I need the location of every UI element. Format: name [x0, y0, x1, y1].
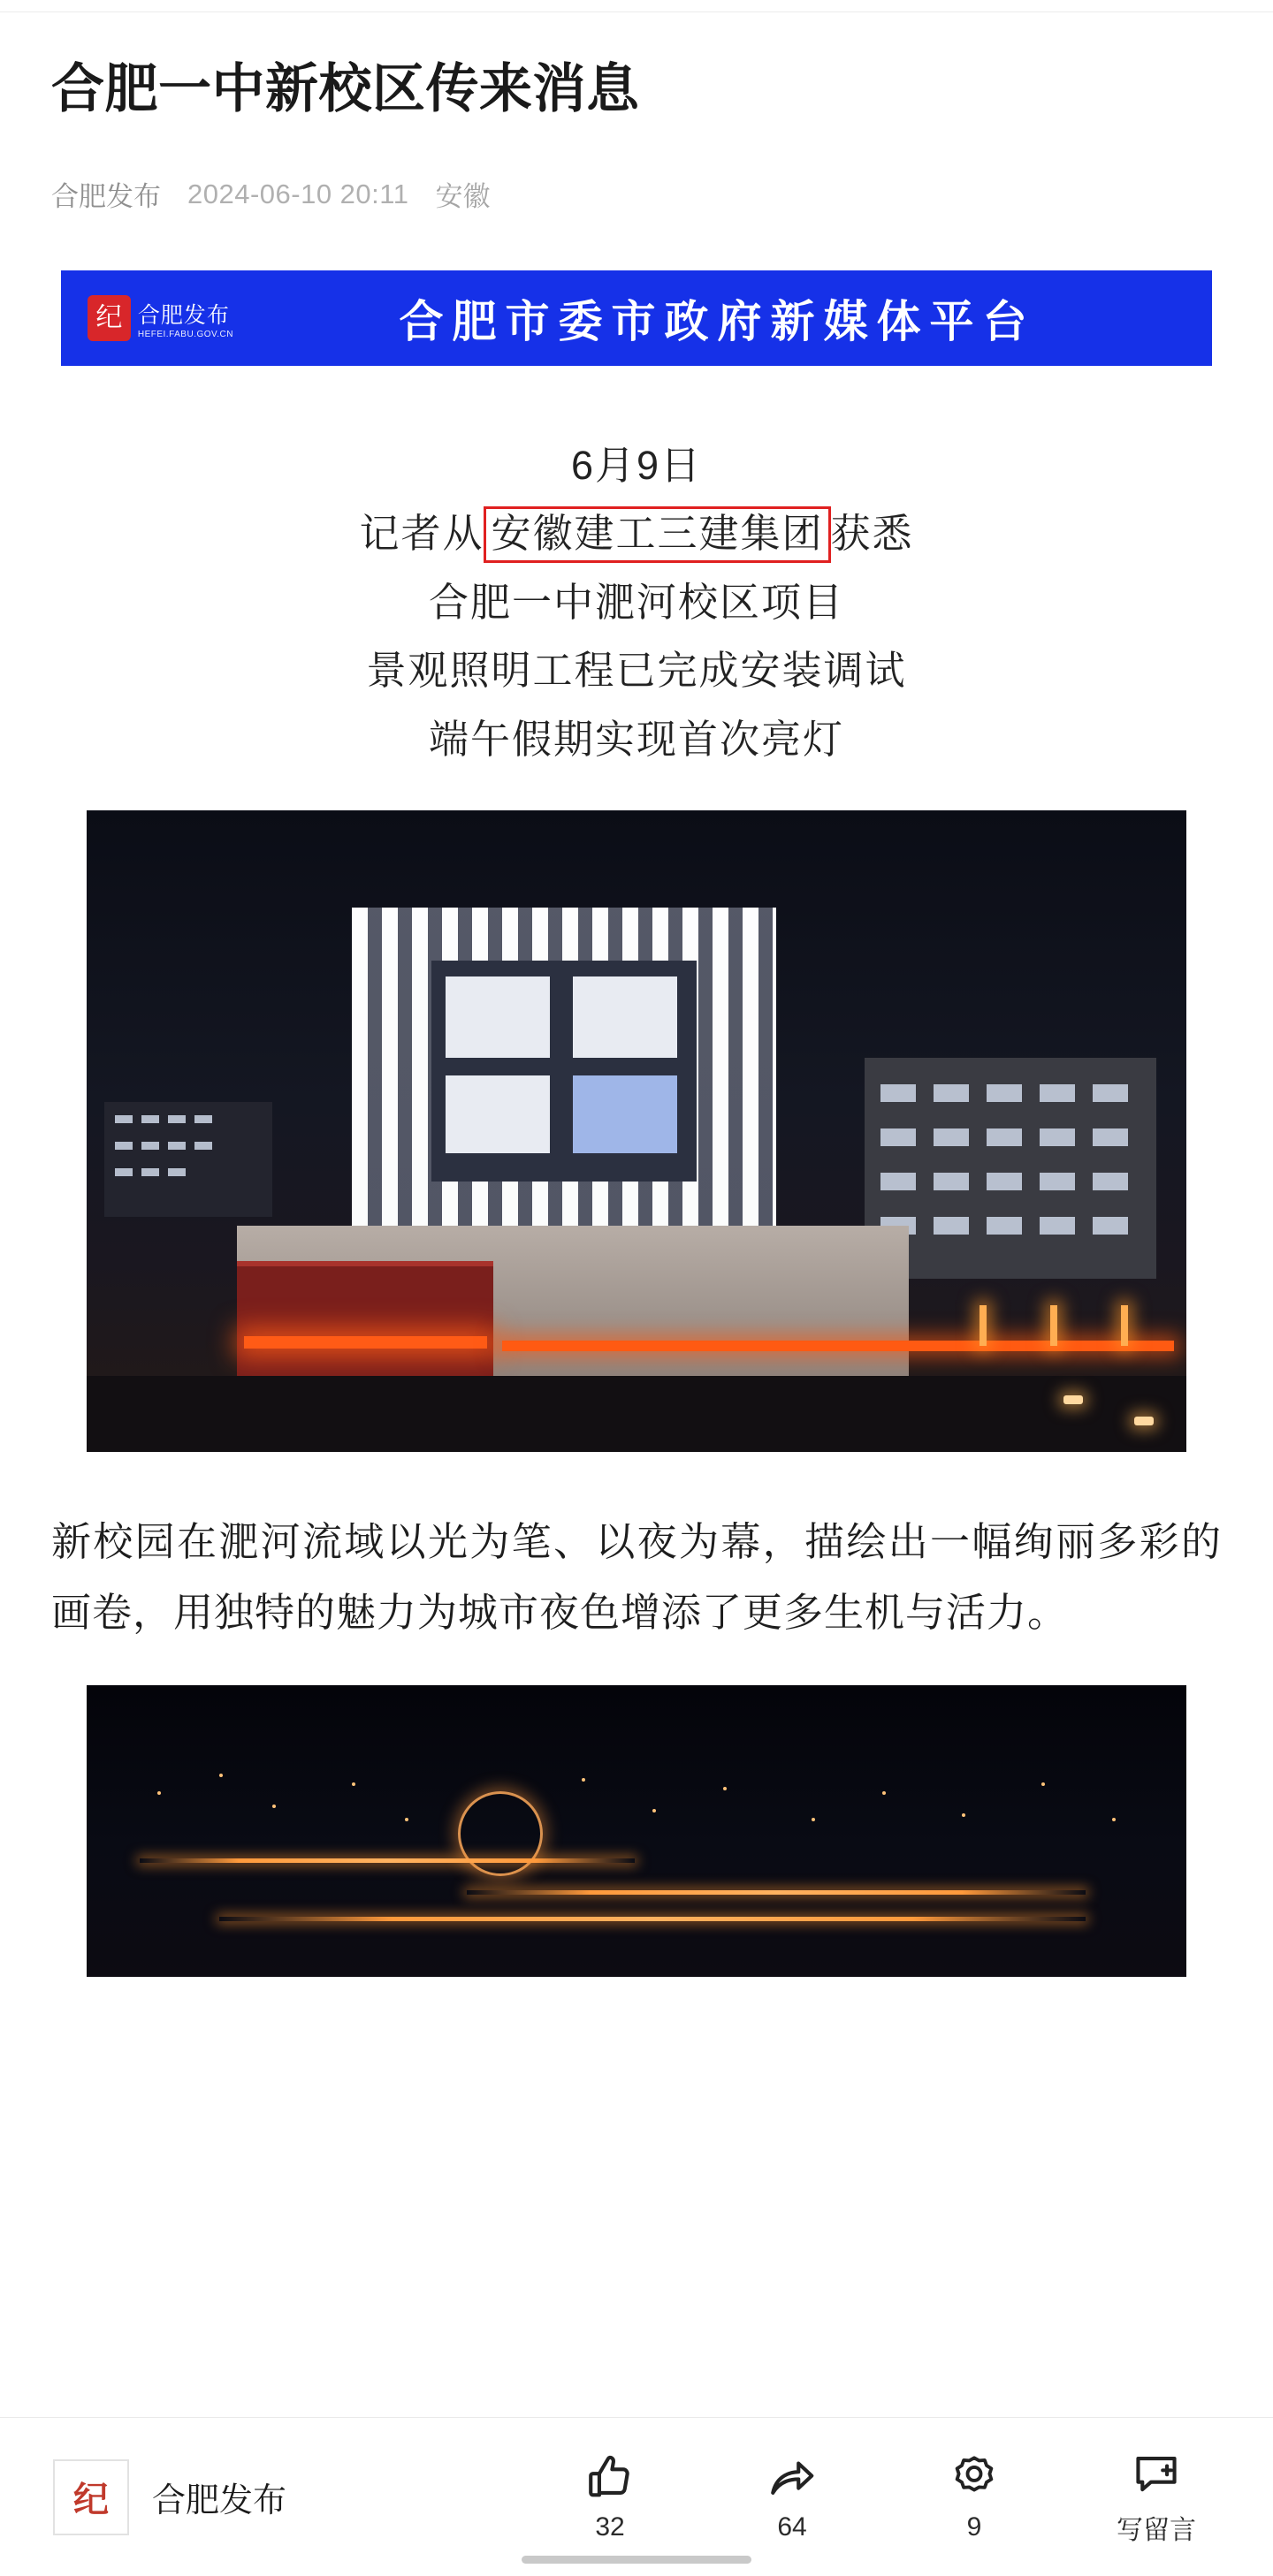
banner-logo-url: HEFEI.FABU.GOV.CN [137, 329, 233, 339]
image-bridge-lights [219, 1917, 1086, 1921]
image-bridge-lights [140, 1858, 635, 1863]
image-window [1093, 1084, 1128, 1102]
home-indicator [522, 2556, 751, 2564]
image-window [987, 1217, 1022, 1235]
image-window [934, 1084, 969, 1102]
comment-label: 写留言 [1117, 2515, 1196, 2545]
image-bridge-lights [467, 1890, 1086, 1895]
banner-logo [88, 289, 233, 347]
lead-paragraph [51, 431, 1222, 773]
thumbs-up-icon [583, 2452, 637, 2504]
watching-count: 9 [966, 2511, 982, 2542]
article-image-campus-night[interactable] [87, 810, 1186, 1452]
image-glass-panel [446, 976, 550, 1058]
account-entry[interactable] [53, 2459, 286, 2535]
image-entrance [237, 1261, 493, 1376]
image-window [115, 1142, 133, 1150]
image-car [1063, 1395, 1083, 1404]
image-window [168, 1168, 186, 1176]
lead-line-2 [51, 499, 1222, 567]
image-window [168, 1115, 186, 1123]
image-street-light [1121, 1305, 1128, 1346]
image-window [1093, 1128, 1128, 1146]
like-button[interactable] [557, 2452, 663, 2542]
image-street-light [980, 1305, 987, 1346]
article-body [0, 53, 1273, 1977]
image-window [194, 1142, 212, 1150]
article-date: 2024-06-10 20:11 [187, 178, 409, 209]
image-sky [87, 1685, 1186, 1977]
image-window [141, 1168, 159, 1176]
avatar[interactable] [53, 2459, 129, 2535]
image-window [880, 1173, 916, 1190]
image-window [934, 1173, 969, 1190]
article-meta [51, 174, 1222, 214]
image-window [934, 1128, 969, 1146]
image-window [194, 1115, 212, 1123]
image-window [1093, 1217, 1128, 1235]
image-window [987, 1084, 1022, 1102]
comment-button[interactable] [1103, 2448, 1209, 2547]
image-road [87, 1376, 1186, 1452]
image-car [1134, 1417, 1154, 1425]
image-window [880, 1128, 916, 1146]
image-street-light [1050, 1305, 1057, 1346]
image-glass-panel [573, 976, 677, 1058]
image-window [1040, 1217, 1075, 1235]
lead-line-4: 景观照明工程已完成安装调试 [366, 648, 907, 694]
like-count: 32 [595, 2511, 625, 2542]
banner-title: 合肥市委市政府新媒体平台 [399, 297, 1036, 346]
share-count: 64 [777, 2511, 807, 2542]
article-region: 安徽 [435, 181, 491, 212]
image-entrance-glow [244, 1336, 487, 1349]
image-glass-panel [446, 1075, 550, 1153]
highlighted-entity: 安徽建工三建集团 [484, 506, 830, 563]
account-name: 合肥发布 [152, 2482, 287, 2519]
image-window [141, 1115, 159, 1123]
avatar-seal-icon: 纪 [73, 2480, 109, 2519]
share-button[interactable] [739, 2452, 845, 2542]
lead-line-2-prefix: 记者从 [359, 511, 484, 557]
image-window [1093, 1173, 1128, 1190]
image-glass-panel [573, 1075, 677, 1153]
image-window [168, 1142, 186, 1150]
image-tower-core [431, 961, 697, 1182]
image-window [1040, 1173, 1075, 1190]
image-window [1040, 1128, 1075, 1146]
lead-line-5: 端午假期实现首次亮灯 [428, 716, 844, 762]
lead-line-3: 合肥一中淝河校区项目 [428, 579, 844, 625]
seal-icon: 纪 [88, 295, 131, 341]
image-window [934, 1217, 969, 1235]
image-window [115, 1168, 133, 1176]
article-source[interactable]: 合肥发布 [51, 181, 161, 212]
banner-logo-label: 合肥发布 [137, 302, 230, 328]
share-icon [765, 2452, 819, 2504]
image-window [115, 1115, 133, 1123]
watching-button[interactable] [921, 2452, 1027, 2542]
page-title: 合肥一中新校区传来消息 [51, 59, 640, 118]
status-bar [0, 0, 1273, 12]
body-paragraph-1: 新校园在淝河流域以光为笔、以夜为幕，描绘出一幅绚丽多彩的画卷，用独特的魅力为城市夜色增添了更多生机与活力。 [51, 1518, 1222, 1636]
lead-line-2-suffix: 获悉 [830, 511, 914, 557]
image-window [1040, 1084, 1075, 1102]
lead-line-1: 6月9日 [570, 443, 703, 488]
bottom-action-bar [0, 2417, 1273, 2576]
image-window [987, 1128, 1022, 1146]
comment-icon [1129, 2448, 1184, 2499]
image-ferris-wheel [458, 1791, 543, 1876]
image-window [987, 1173, 1022, 1190]
image-window [141, 1142, 159, 1150]
image-window [880, 1084, 916, 1102]
image-light-strip [502, 1341, 1174, 1351]
article-image-city-night[interactable] [87, 1685, 1186, 1977]
platform-banner [61, 270, 1212, 366]
watching-icon [947, 2452, 1002, 2504]
action-group [557, 2448, 1220, 2547]
